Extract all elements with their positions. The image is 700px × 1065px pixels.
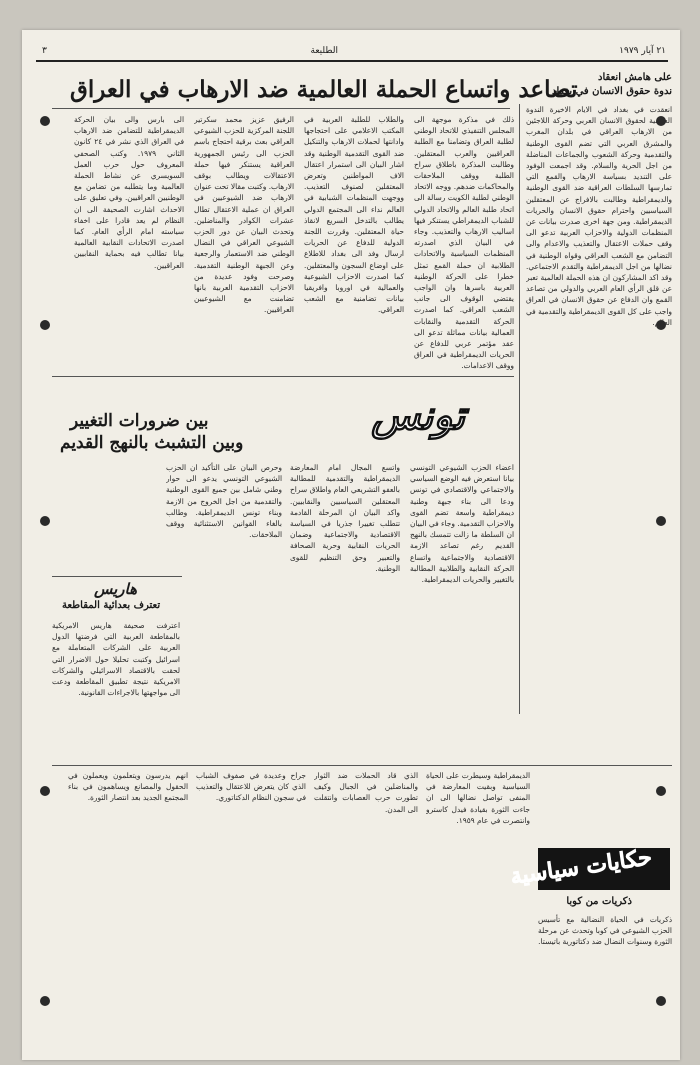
box-column-4: جراح وعديدة في صفوف الشباب الذي كان يتعرض للاعتقال والتعذيب في سجون النظام الدكتاتوري. bbox=[196, 771, 306, 803]
article-column-c: والطلاب للطلبة العربية في المكتب الاعلامي على احتجاجها وادانتها لحملات الارهاب والتنكيل ضد القوى التقدمية الوطنية وقد اشار البيان الى استمرار اعتقال الاف المواطنين وتعرض المعتقلين لصنوف التعذيب. ووجهت المنظمات الشبابية في العالم نداء الى المجتمع الدولي يطالب بالتدخل السريع لانقاذ حياة المعتقلين. وقررت اللجنة الدولية للدفاع عن الحريات ارسال وفد الى بغداد للاطلاع على اوضاع السجون والمعتقلين. كما اصدرت الاحزاب الشيوعية والعمالية في اوروبا وافريقيا بيانات تضامنية مع الشعب العراقي. bbox=[304, 115, 404, 315]
article-column-b: ذلك في مذكرة موجهة الى المجلس التنفيذي للاتحاد الوطني لطلبة العراق وتضامنا مع الطلبة العراقيين والعرب المعتقلين. وطالبت المذكرة باطلاق سراح الطلبة ووقف الملاحقات والمحاكمات ضدهم. ووجه الاتحاد الوطني لطلبة الكويت رسالة الى اتحاد طلبة العالم والاتحاد الدولي للشباب الديمقراطي يستنكر فيها اساليب الارهاب والتعذيب. وجاء في البيان الذي اصدرته المنظمات السياسية والاتحادات الطلابية ان حملة القمع تمثل خطرا على الحركة الوطنية العربية باسرها وان الواجب يقتضي الوقوف الى جانب الشعب العراقي. كما اصدرت الحركة التقدمية والنقابات العمالية بيانات مماثلة تدعو الى عقد مؤتمر عربي للدفاع عن الحريات الديمقراطية في العراق ووقف الاعدامات. bbox=[414, 115, 514, 371]
bottom-rule bbox=[52, 765, 672, 766]
political-stories-title: حكايات سياسية bbox=[508, 844, 654, 890]
harris-title: هاريس bbox=[94, 580, 138, 598]
harris-subtitle: تعترف بعدائية المقاطعة bbox=[62, 600, 161, 611]
main-headline: تصاعد واتساع الحملة العالمية ضد الارهاب في العراق bbox=[70, 76, 578, 103]
article-column-d: الرفيق عزيز محمد سكرتير اللجنة المركزية للحزب الشيوعي العراقي بعث برقية احتجاج باسم الحزب الى رئيس الجمهورية العراقية يستنكر فيها حملة الاعتقالات ويطالب بوقف الارهاب. وكتبت مقالا تحت عنوان الارهاب ضد الشيوعيين في العراق ان عملية الاعتقال تطال عشرات الكوادر والمناضلين. وتحدث البيان عن دور الحزب الشيوعي العراقي في النضال الوطني ضد الاستعمار والرجعية وعن الجبهة الوطنية التقدمية. وصرحت وفود عديدة من الاحزاب التقدمية العربية بانها تضامنت مع الشيوعيين العراقيين. bbox=[194, 115, 294, 315]
section-rule bbox=[52, 376, 514, 377]
kicker-line-2: ندوة حقوق الانسان في بغداد bbox=[552, 86, 672, 97]
newspaper-name: الطليعة bbox=[310, 46, 338, 56]
box-column-5: انهم يدرسون ويتعلمون ويعملون في الحقول والمصانع ويساهمون في بناء المجتمع الجديد بعد انتصار الثورة. bbox=[68, 771, 188, 803]
box-subtitle: ذكريات من كوبا bbox=[566, 896, 632, 907]
kicker-line-1: على هامش انعقاد bbox=[598, 72, 672, 83]
punch-hole bbox=[656, 786, 666, 796]
article-column-a: انعقدت في بغداد في الايام الاخيرة الندوة العالمية لحقوق الانسان العربي وحركة اللاجئين من الارهاب العراقي في بلدان المغرب والمشرق العربي التي تضم القوى الوطنية والتقدمية وحركة الشعوب والجماعات المناضلة من اجل الحرية والسلام. وقد اجمعت الوفود على التنديد بسياسة الارهاب والقمع التي تمارسها السلطات العراقية ضد القوى الوطنية والديمقراطية وطالبت بالافراج عن المعتقلين السياسيين واحترام حقوق الانسان والحريات الديمقراطية. ومن جهة اخرى صدرت بيانات عن المنظمات الدولية والاحزاب العربية تدعو الى وقف حملات الاعتقال والتعذيب والاعدام والى التضامن مع الشعب العراقي وقواه الوطنية في نضالها من اجل الديمقراطية والتقدم الاجتماعي. وقد اكد المشاركون ان هذه الحملة العالمية تعبر عن قلق الرأي العام العربي والدولي من تصاعد القمع وان الدفاع عن حقوق الانسان في العراق واجب على كل القوى الديمقراطية والتقدمية في العالم. bbox=[526, 105, 672, 327]
harris-column: اعترفت صحيفة هاريس الامريكية بالمقاطعة العربية التي فرضتها الدول العربية على الشركات المتعاملة مع اسرائيل وكتبت تحليلا حول الاضرار التي لحقت بالاقتصاد الاسرائيلي والشركات الامريكية نتيجة تطبيق المقاطعة ودعت الى مواجهتها بالاجراءات القانونية. bbox=[52, 621, 180, 698]
tunis-column-f: اعضاء الحزب الشيوعي التونسي بيانا استعرض فيه الوضع السياسي والاجتماعي والاقتصادي في تونس ودعا الى بناء جبهة وطنية ديمقراطية واسعة تضم القوى والاحزاب التقدمية. وجاء في البيان ان السلطة ما زالت تتمسك بالنهج القديم رغم تصاعد الازمة الاقتصادية والاجتماعية واتساع الحركة النقابية والطلابية المطالبة بالتغيير والحريات الديمقراطية. bbox=[410, 463, 514, 585]
box-column-2: الديمقراطية وسيطرت على الحياة السياسية وبقيت المعارضة في المنفى تواصل نضالها الى ان جاءت الثورة بقيادة فيدل كاسترو وانتصرت في عام ١٩٥٩. bbox=[426, 771, 530, 825]
tunis-subtitle-2: وبين التشبث بالنهج القديم bbox=[60, 433, 244, 453]
page-number: ٣ bbox=[42, 46, 47, 56]
harris-rule bbox=[52, 576, 182, 577]
tunis-subtitle-1: بين ضرورات التغيير bbox=[70, 411, 209, 431]
punch-hole bbox=[40, 996, 50, 1006]
article-column-e: الى بارس والى بيان الحركة الديمقراطية للتضامن ضد الارهاب في العراق الذي نشر في ٢٤ كانون الثاني ١٩٧٩. وكتب الصحفي المعروف حول حرب العمل السويسري عن نشاط الحملة العالمية وما يتطلبه من تضامن مع الوطنيين العراقيين. وفي تعليق على الاحداث اشارت الصحيفة الى ان النظام لم يعد قادرا على اخفاء سياسته امام الرأي العام. كما اصدرت الاتحادات النقابية العالمية بيانا تطالب فيه بحماية النقابيين العراقيين. bbox=[74, 115, 184, 270]
punch-hole bbox=[40, 786, 50, 796]
newspaper-page bbox=[22, 30, 680, 1060]
column-rule bbox=[519, 104, 520, 714]
tunis-title: تونس bbox=[371, 392, 465, 439]
political-stories-box bbox=[508, 844, 670, 890]
page-header bbox=[36, 44, 668, 62]
tunis-column-h: وحرص البيان على التأكيد ان الحزب الشيوعي التونسي يدعو الى حوار وطني شامل بين جميع القوى الوطنية والتقدمية من اجل الخروج من الازمة وبناء تونس الديمقراطية. وطالب بالغاء القوانين الاستثنائية ووقف الملاحقات. bbox=[166, 463, 282, 540]
box-column-3: الذي قاد الحملات ضد الثوار والمناضلين في الجبال وكيف تطورت حرب العصابات وانتقلت الى المدن. bbox=[314, 771, 418, 814]
tunis-column-g: واتسع المجال امام المعارضة الديمقراطية والتقدمية للمطالبة بالعفو التشريعي العام واطلاق سراح المعتقلين السياسيين والنقابيين. واكد البيان ان المرحلة القادمة تتطلب تغييرا جذريا في السياسة الاقتصادية والاجتماعية وضمان الحريات النقابية وحرية الصحافة والتعبير وحق التنظيم للقوى الوطنية. bbox=[290, 463, 400, 573]
punch-hole bbox=[40, 320, 50, 330]
issue-date: ٢١ آيار ١٩٧٩ bbox=[619, 46, 666, 56]
punch-hole bbox=[40, 116, 50, 126]
punch-hole bbox=[40, 516, 50, 526]
box-column-1: ذكريات في الحياة النضالية مع تأسيس الحزب الشيوعي في كوبا وتحدث عن مرحلة الثورة وسنوات النضال ضد دكتاتورية باتيستا. bbox=[538, 915, 672, 947]
headline-rule bbox=[52, 108, 510, 109]
